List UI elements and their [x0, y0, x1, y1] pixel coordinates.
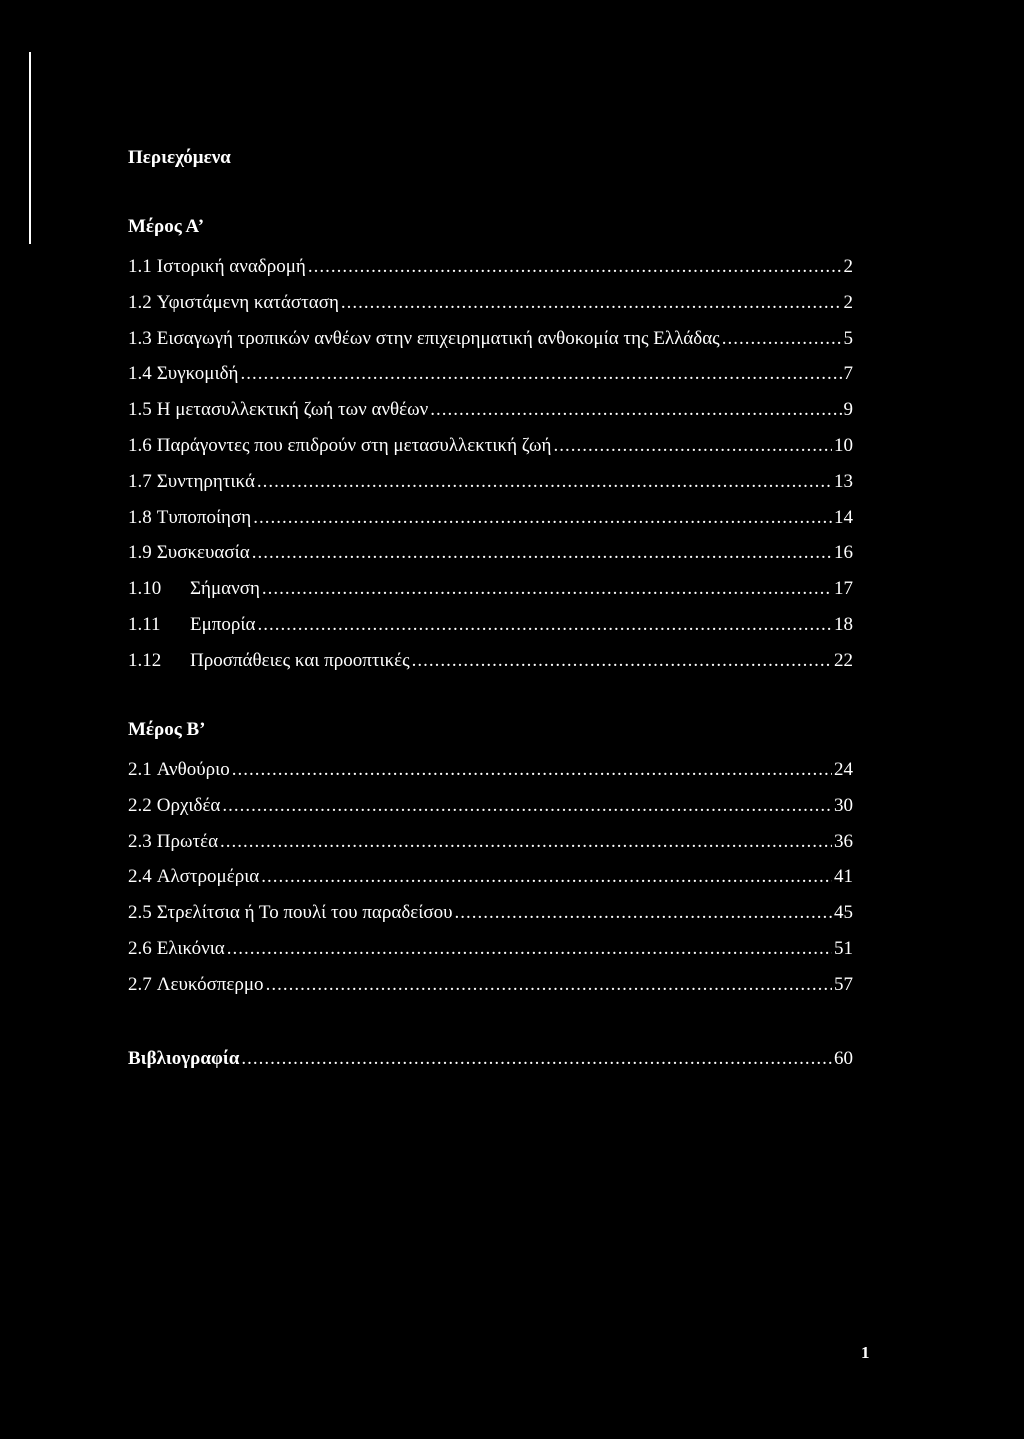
toc-entry-number: 2.6 — [128, 937, 152, 959]
toc-entry-page: 51 — [834, 937, 853, 959]
toc-entry-number: 2.2 — [128, 794, 152, 816]
toc-entry-number: 1.1 — [128, 256, 152, 277]
toc-entry-title: Συγκομιδή — [156, 363, 239, 385]
toc-entry-title: Λευκόσπερμο — [156, 973, 264, 995]
toc-entry-title: Υφιστάμενη κατάσταση — [156, 291, 339, 313]
toc-entry[interactable] — [128, 967, 853, 1003]
part-a-toc-list — [128, 249, 853, 679]
dot-leader — [240, 356, 841, 392]
dot-leader — [412, 643, 832, 679]
toc-entry-page: 2 — [843, 291, 853, 313]
page-title: Περιεχόμενα — [128, 147, 231, 168]
toc-entry-page: 18 — [834, 613, 853, 635]
dot-leader — [430, 392, 841, 428]
part-b-toc-list — [128, 752, 853, 1003]
dot-leader — [553, 428, 832, 464]
dot-leader — [252, 535, 832, 571]
toc-entry-title: Στρελίτσια ή Το πουλί του παραδείσου — [156, 902, 453, 924]
dot-leader — [261, 859, 832, 895]
toc-entry-page: 5 — [843, 327, 853, 349]
toc-entry[interactable] — [128, 428, 853, 464]
toc-entry-title: Αλστρομέρια — [156, 866, 260, 888]
toc-entry-number: 2.7 — [128, 973, 152, 995]
toc-entry-number: 1.12 — [128, 649, 162, 671]
dot-leader — [341, 285, 842, 321]
toc-entry-number: 1.10 — [128, 578, 162, 600]
toc-entry[interactable] — [128, 535, 853, 571]
part-a-heading: Μέρος Α’ — [128, 216, 205, 237]
toc-entry-page: 45 — [834, 902, 853, 924]
page-number: 1 — [861, 1343, 870, 1362]
toc-entry[interactable] — [128, 895, 853, 931]
dot-leader — [253, 500, 832, 536]
toc-entry-page: 22 — [834, 649, 853, 671]
toc-entry-page: 57 — [834, 973, 853, 995]
dot-leader — [257, 607, 832, 643]
toc-entry-title: Τυποποίηση — [156, 506, 252, 528]
toc-entry-number: 1.8 — [128, 506, 152, 528]
toc-entry[interactable] — [128, 356, 853, 392]
toc-entry[interactable] — [128, 931, 853, 967]
toc-entry-title: Συσκευασία — [156, 542, 250, 564]
toc-entry[interactable] — [128, 249, 853, 285]
toc-entry-page: 17 — [834, 578, 853, 600]
toc-entry-page: 9 — [843, 399, 853, 421]
toc-entry-title: Προσπάθειες και προοπτικές — [190, 649, 410, 671]
toc-entry-title: Εισαγωγή τροπικών ανθέων στην επιχειρηματική ανθοκομία της Ελλάδας — [156, 327, 720, 349]
toc-entry-page: 30 — [834, 794, 853, 816]
toc-entry[interactable] — [128, 788, 853, 824]
toc-entry-page: 41 — [834, 866, 853, 888]
dot-leader — [266, 967, 832, 1003]
toc-entry[interactable] — [128, 643, 853, 679]
toc-entry-page: 7 — [843, 363, 853, 385]
toc-entry-title: Ιστορική αναδρομή — [156, 256, 306, 277]
toc-entry-title: Η μετασυλλεκτική ζωή των ανθέων — [156, 399, 429, 421]
toc-entry-number: 1.3 — [128, 327, 152, 349]
toc-entry[interactable] — [128, 321, 853, 357]
toc-entry-number: 1.7 — [128, 470, 152, 492]
dot-leader — [220, 824, 832, 860]
dot-leader — [308, 249, 842, 285]
dot-leader — [241, 1041, 832, 1077]
toc-entry-title: Ελικόνια — [156, 937, 225, 959]
bibliography-title: Βιβλιογραφία — [128, 1048, 240, 1069]
toc-entry-title: Εμπορία — [190, 613, 256, 635]
dot-leader — [227, 931, 832, 967]
part-b-heading: Μέρος Β’ — [128, 719, 206, 740]
toc-entry-number: 1.2 — [128, 291, 152, 313]
dot-leader — [232, 752, 832, 788]
dot-leader — [222, 788, 832, 824]
toc-entry-title: Ορχιδέα — [156, 794, 221, 816]
toc-entry-title: Συντηρητικά — [156, 470, 255, 492]
toc-entry-title: Πρωτέα — [156, 830, 219, 852]
bibliography-entry[interactable] — [128, 1041, 853, 1077]
toc-entry-title: Παράγοντες που επιδρούν στη μετασυλλεκτική ζωή — [156, 434, 552, 456]
toc-entry-page: 36 — [834, 830, 853, 852]
toc-entry-number: 2.1 — [128, 759, 152, 780]
toc-entry-number: 2.4 — [128, 866, 152, 888]
toc-entry-number: 1.4 — [128, 363, 152, 385]
toc-entry-title: Σήμανση — [190, 578, 260, 600]
toc-entry-page: 10 — [834, 434, 853, 456]
toc-entry-number: 1.6 — [128, 434, 152, 456]
toc-entry-page: 16 — [834, 542, 853, 564]
bibliography-page: 60 — [834, 1048, 853, 1069]
toc-entry[interactable] — [128, 285, 853, 321]
toc-entry[interactable] — [128, 859, 853, 895]
toc-entry-page: 24 — [834, 759, 853, 780]
dot-leader — [722, 321, 842, 357]
dot-leader — [262, 571, 832, 607]
toc-entry[interactable] — [128, 824, 853, 860]
dot-leader — [257, 464, 832, 500]
toc-entry-page: 2 — [843, 256, 853, 277]
dot-leader — [455, 895, 832, 931]
toc-entry[interactable] — [128, 464, 853, 500]
toc-entry-number: 2.5 — [128, 902, 152, 924]
toc-entry[interactable] — [128, 607, 853, 643]
toc-entry-number: 1.11 — [128, 613, 161, 635]
toc-entry-page: 14 — [834, 506, 853, 528]
toc-entry[interactable] — [128, 752, 853, 788]
scan-edge-line — [29, 52, 31, 244]
toc-entry[interactable] — [128, 571, 853, 607]
toc-entry-page: 13 — [834, 470, 853, 492]
toc-entry-number: 1.9 — [128, 542, 152, 564]
toc-entry[interactable] — [128, 392, 853, 428]
toc-entry[interactable] — [128, 500, 853, 536]
toc-entry-number: 1.5 — [128, 399, 152, 421]
toc-entry-title: Ανθούριο — [156, 759, 230, 780]
toc-entry-number: 2.3 — [128, 830, 152, 852]
